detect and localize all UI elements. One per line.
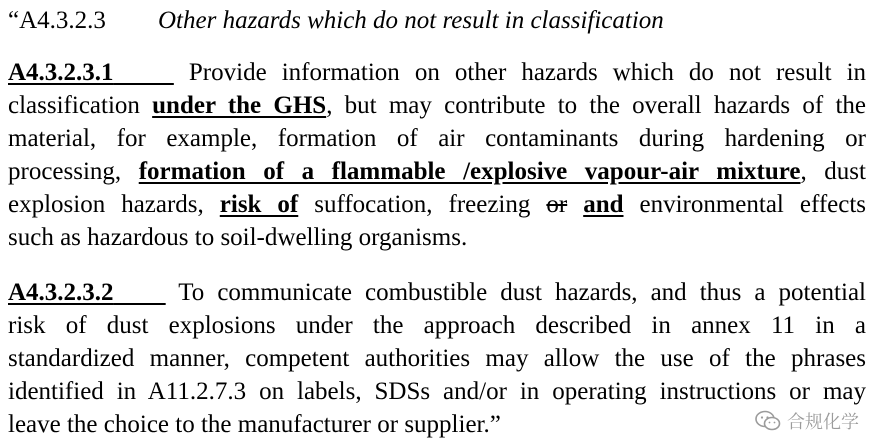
section-title: Other hazards which do not result in classification [158,7,664,34]
p2-line-4 [8,375,866,408]
paragraph-number: A4.3.2.3.2 [8,279,114,306]
p1-line-3 [8,122,866,155]
p1-line-2 [8,89,866,122]
paragraph-a4-3-2-3-2 [8,276,866,441]
wechat-icon [755,410,781,432]
section-heading [8,5,664,37]
inserted-text: under the GHS [152,92,327,119]
body-text: risk of dust explosions under the approach described in annex 11 in a [8,312,866,339]
p1-line-4 [8,155,866,188]
body-text: To communicate combustible dust hazards, and thus a potential [178,279,866,306]
p2-line-2 [8,309,866,342]
p1-line-5 [8,188,866,221]
p2-line-1 [8,276,866,309]
paragraph-number: A4.3.2.3.1 [8,59,114,86]
p2-line-3 [8,342,866,375]
body-text: leave the choice to the manufacturer or supplier.” [8,411,501,438]
body-text: classification [8,92,140,119]
paragraph-number-spacer [114,59,174,86]
inserted-text: and [583,191,624,218]
paragraph-a4-3-2-3-1 [8,56,866,254]
body-text: material, for example, formation of air contaminants during hardening or [8,125,866,152]
body-text: Provide information on other hazards which do not result in [188,59,867,86]
body-text: , dust [800,158,866,185]
body-text: environmental effects [639,191,867,218]
body-text: processing, [8,158,122,185]
body-text: standardized manner, competent authorities may allow the use of the phrases [8,345,866,372]
body-text: identified in A11.2.7.3 on labels, SDSs and/or in operating instructions or may [8,378,866,405]
body-text: explosion hazards, [8,191,204,218]
body-text: such as hazardous to soil-dwelling organisms. [8,224,468,251]
p2-line-5 [8,408,866,441]
watermark [755,408,859,434]
deleted-text: or [546,191,568,218]
inserted-text: formation of a flammable /explosive vapour-air mixture [138,158,801,185]
p1-line-6 [8,221,866,254]
body-text: suffocation, freezing [314,191,531,218]
inserted-text: risk of [219,191,299,218]
p1-line-1 [8,56,866,89]
body-text: , but may contribute to the overall hazards of the [326,92,866,119]
section-number: “A4.3.2.3 [8,7,106,34]
watermark-text: 合规化学 [787,412,859,433]
paragraph-number-spacer [114,279,166,306]
